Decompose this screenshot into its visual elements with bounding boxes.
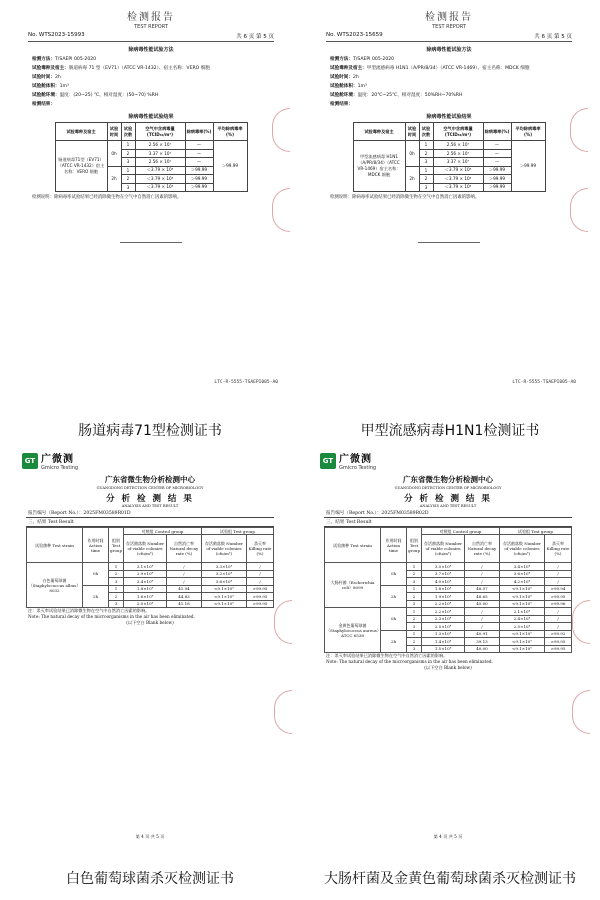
table-cell: 3.1×10⁴ (124, 563, 167, 571)
table-cell: / (545, 623, 572, 631)
table-cell: 3 (407, 600, 422, 608)
table-header-cell: 试验毒种及宿主 (353, 123, 405, 141)
note-cn: 注：杀灭率试验结果已消除微生物在空气中自然消亡因素的影响。 (326, 653, 448, 658)
table-cell: 0h (107, 141, 121, 167)
text (330, 64, 582, 73)
table-cell: >99.95 (247, 600, 274, 608)
text (330, 55, 582, 64)
table-row (27, 563, 274, 571)
table-cell: >99.96 (545, 600, 572, 608)
center-name: 广东省微生物分析检测中心 (403, 475, 493, 484)
report-title: 检测报告 (127, 12, 175, 23)
caption-staph-albus: 白色葡萄球菌杀灭检测证书 (66, 871, 234, 887)
divider (28, 41, 274, 42)
text: 试验舱环境： (32, 93, 60, 98)
table-cell: 48.57 (465, 585, 500, 593)
table-cell: — (185, 158, 213, 167)
table-header-cell: 试验时间 (405, 123, 419, 141)
table-cell: 3.7×10⁴ (422, 570, 465, 578)
text: 温度：20℃~25℃、相对湿度：50%RH~70%RH (357, 93, 463, 98)
table-header-cell: 存活菌落数 Number of viable colonies (cfu/m³) (422, 535, 465, 563)
table-cell: 1.3×10⁴ (422, 630, 465, 638)
table-cell: 0h (381, 563, 407, 586)
table-cell: 2h (381, 630, 407, 653)
table-cell: 1.5×10⁴ (422, 645, 465, 653)
seal-stamp (272, 108, 290, 152)
text: 试验时间： (330, 75, 353, 80)
table-cell: <9.1×10⁰ (499, 645, 544, 653)
text (353, 123, 545, 141)
table-cell: / (167, 563, 202, 571)
seal-stamp (570, 108, 588, 152)
table-header-cell: 存活菌落数 Number of viable colonies (cfu/m³) (124, 535, 167, 563)
table-cell: 0h (405, 141, 419, 167)
text (32, 100, 284, 109)
table-cell: / (465, 578, 500, 586)
report-title: 分 析 检 测 结 果 (404, 494, 492, 504)
result-table (353, 122, 546, 192)
table-cell: 3 (419, 183, 433, 192)
table-cell: 3.37 × 10⁷ (135, 149, 185, 158)
table-cell: ＞99.99 (483, 166, 511, 175)
divider (326, 41, 572, 42)
table-cell: 1.6×10⁴ (124, 593, 167, 601)
table-cell: 2h (107, 166, 121, 192)
text: 2h (352, 75, 359, 80)
table-cell: / (167, 578, 202, 586)
table-cell: >99.95 (545, 638, 572, 646)
text (330, 73, 582, 82)
method-info (316, 55, 582, 109)
table-cell: 2.2×10⁴ (422, 608, 465, 616)
table-header-cell: 作用时间 Action time (83, 528, 109, 563)
table-cell: 2.56 × 10⁷ (135, 158, 185, 167)
table-cell: ＞99.99 (511, 141, 545, 192)
text: 1m³ (59, 84, 69, 89)
table-cell: 2.4×10⁴ (499, 615, 544, 623)
text (27, 528, 274, 535)
table-header-cell: 平均除病毒率(%) (511, 123, 545, 141)
table-cell: 白色葡萄球菌（Staphylococcus albus）8032 (27, 563, 83, 608)
table-cell: 2h (381, 585, 407, 608)
table-cell: ＞99.99 (213, 141, 247, 192)
table-cell: 4.2×10⁴ (499, 578, 544, 586)
table-cell: 3.4×10⁴ (499, 563, 544, 571)
table-cell: 1 (407, 585, 422, 593)
table-cell: 2 (121, 149, 135, 158)
table-cell: / (465, 570, 500, 578)
text (339, 450, 376, 471)
text: 检测结果： (32, 102, 55, 107)
table-header-cell: 试验菌种 Test strain (325, 528, 381, 563)
table-cell: 1.8×10⁴ (422, 585, 465, 593)
table-cell: / (545, 608, 572, 616)
result-heading: 除病毒性能试验结果 (426, 114, 472, 120)
text: T/SAEPI 005-2020 (352, 57, 395, 62)
table-cell: ＜3.79 × 10³ (433, 175, 483, 184)
table-cell: <9.1×10⁰ (201, 585, 246, 593)
table-cell: ＞99.99 (185, 166, 213, 175)
table-cell: 1.4×10⁴ (422, 638, 465, 646)
seal-stamp (572, 690, 590, 734)
text (325, 528, 572, 535)
gmicro-logo (320, 450, 584, 471)
report-title-en: ANALYSIS AND TEST RESULT (419, 504, 477, 508)
page-number: 第 4 页 共 5 页 (433, 834, 463, 839)
result-heading: 除病毒性能试验结果 (128, 114, 174, 120)
table-cell: 45.00 (465, 600, 500, 608)
table-cell: 3.6×10⁴ (499, 570, 544, 578)
table-cell: 金黄色葡萄球菌（Staphylococcus aureus）ATCC 6538 (325, 608, 381, 653)
text: 试验舱体积： (32, 84, 60, 89)
table-cell: ＞99.99 (483, 175, 511, 184)
note-cn: 注：杀灭率试验结果已消除微生物在空气中自然消亡因素的影响。 (28, 608, 150, 613)
table-cell: — (483, 158, 511, 167)
table-cell: / (545, 563, 572, 571)
blank-below: (以下空白 Blank below) (424, 665, 472, 670)
table-header-cell: 组别 Test group (407, 528, 422, 563)
blank-below: (以下空白 Blank below) (126, 620, 174, 625)
table-cell: 3 (407, 578, 422, 586)
table-cell: 3.6×10⁴ (201, 578, 246, 586)
table-cell: >99.94 (545, 585, 572, 593)
table-cell: 2 (419, 175, 433, 184)
result-table (55, 122, 248, 192)
table-cell: 3 (407, 623, 422, 631)
text: 检测方法： (32, 57, 55, 62)
table-cell: 2.3×10⁴ (422, 615, 465, 623)
page-number: 共 6 页 第 5 页 (236, 34, 274, 40)
table-cell: / (465, 563, 500, 571)
logo-name-en: Gmicro Testing (339, 465, 377, 471)
table-cell: 3 (109, 600, 124, 608)
center-name-en: GUANGDONG DETECTION CENTER OF MICROBIOLOGY (96, 486, 204, 490)
table-cell: <9.1×10⁰ (499, 600, 544, 608)
table-cell: 2 (407, 638, 422, 646)
table-cell: ＜3.79 × 10³ (433, 166, 483, 175)
table-cell: 39.13 (465, 638, 500, 646)
text: 1m³ (357, 84, 367, 89)
table-cell: 1 (109, 563, 124, 571)
table-cell: 3.4×10⁴ (124, 578, 167, 586)
report-meta (18, 32, 284, 40)
text: 试验舱环境： (330, 93, 358, 98)
gmicro-logo (22, 450, 286, 471)
report-title: 检测报告 (425, 12, 473, 23)
table-cell: 甲型流感病毒 H1N1（A/PR/8/34）（ATCC VR-1469）宿主名称：MDCK 细胞 (353, 141, 405, 192)
text (330, 91, 582, 100)
table-cell: 1 (407, 563, 422, 571)
note-en: Note: The natural decay of the microorganisms in the air has been eliminated. (28, 614, 195, 619)
section-title: 除病毒性能试验方法 (426, 47, 472, 53)
table-cell: 2.56 × 10⁷ (433, 149, 483, 158)
report-enterovirus (18, 8, 284, 390)
report-number: No. WTS2023-15993 (28, 32, 85, 38)
table-header-cell: 杀灭率 Killing rate (%) (247, 535, 274, 563)
page-number: 第 4 页 共 5 页 (135, 834, 165, 839)
table-cell: >99.95 (545, 645, 572, 653)
table-header-cell: 组别 Test group (109, 528, 124, 563)
table-cell: 1 (407, 608, 422, 616)
table-header-cell: 作用时间 Action time (381, 528, 407, 563)
table-cell: 1.8×10⁴ (124, 585, 167, 593)
center-name-en: GUANGDONG DETECTION CENTER OF MICROBIOLOGY (394, 486, 502, 490)
text (41, 450, 78, 471)
report-title-en: ANALYSIS AND TEST RESULT (121, 504, 179, 508)
table-cell: ＞99.99 (483, 183, 511, 192)
table-cell: <9.1×10⁰ (499, 630, 544, 638)
table-cell: 大肠杆菌（Escherichia coli）8099 (325, 563, 381, 608)
result-table (26, 527, 274, 608)
table-cell: <9.1×10⁰ (499, 638, 544, 646)
table-cell: >99.95 (247, 593, 274, 601)
result-table (324, 527, 572, 653)
text: 试验舱体积： (330, 84, 358, 89)
table-header-cell: 自然消亡率 Natural decay rate (%) (167, 535, 202, 563)
table-header-cell: 试验次数 (121, 123, 135, 141)
table-cell: — (185, 141, 213, 150)
table-cell: — (185, 149, 213, 158)
text (330, 100, 582, 109)
table-cell: / (465, 615, 500, 623)
document-code: LTC-R-5555-TSAEPI005-A0 (512, 380, 576, 385)
table-cell: — (483, 149, 511, 158)
table-cell: 3.2×10⁴ (201, 570, 246, 578)
table-cell: 1 (121, 166, 135, 175)
page-number: 共 6 页 第 5 页 (534, 34, 572, 40)
method-info (18, 55, 284, 109)
signature-line (418, 242, 480, 243)
table-cell: >99.92 (545, 630, 572, 638)
seal-stamp (272, 188, 290, 232)
table-cell: 2.5×10⁴ (422, 623, 465, 631)
table-cell: / (247, 578, 274, 586)
table-cell: <9.1×10⁰ (499, 593, 544, 601)
text (55, 123, 247, 141)
table-cell: / (465, 623, 500, 631)
seal-stamp (570, 188, 588, 232)
report-number: 报告编号（Report No.）：2025FM03589R02D (326, 511, 429, 516)
table-header-cell: 空气中含病毒量(TCID₅₀/m³) (433, 123, 483, 141)
table-cell: / (545, 570, 572, 578)
table-cell: 1.9×10⁴ (422, 593, 465, 601)
table-cell: / (545, 578, 572, 586)
table-header-cell: 对照组 Control group (124, 528, 202, 535)
note-en: Note: The natural decay of the microorganisms in the air has been eliminated. (326, 659, 493, 664)
table-header-cell: 自然消亡率 Natural decay rate (%) (465, 535, 500, 563)
table-cell: >99.95 (247, 585, 274, 593)
text: 甲型流感病毒 H1N1（A/PR/8/34）（ATCC VR-1469）、宿主名称：MDCK 细胞 (366, 66, 530, 71)
table-header-cell: 对照组 Control group (422, 528, 500, 535)
table-header-cell: 试验时间 (107, 123, 121, 141)
table-cell: 3 (407, 645, 422, 653)
test-note: 检测说明：除病毒率试验结果已经消除微生物在空气中自然消亡因素的影响。 (32, 195, 182, 200)
logo-name: 广微测 (339, 454, 372, 465)
table-cell: 3.3×10⁴ (201, 563, 246, 571)
report-subtitle: TEST REPORT (134, 24, 168, 30)
table-cell: >99.95 (545, 593, 572, 601)
seal-stamp (572, 600, 590, 644)
table-header-cell: 杀灭率 Killing rate (%) (545, 535, 572, 563)
section-title: 除病毒性能试验方法 (128, 47, 174, 53)
table-cell: 0h (381, 608, 407, 631)
table-header-cell: 存活菌落数 Number of viable colonies (cfu/m³) (201, 535, 246, 563)
table-cell: ＞99.99 (185, 175, 213, 184)
text: 温度：(20~25) ℃、相对湿度：(50~70) %RH (59, 93, 159, 98)
table-cell: 3 (109, 578, 124, 586)
table-header-cell: 除病毒率(%) (483, 123, 511, 141)
logo-icon: GT (320, 453, 336, 469)
table-cell: 3.5×10⁴ (422, 563, 465, 571)
table-cell: 41.94 (167, 585, 202, 593)
table-header-cell: 空气中含病毒量(TCID₅₀/m³) (135, 123, 185, 141)
table-header-cell: 存活菌落数 Number of viable colonies (cfu/m³) (499, 535, 544, 563)
table-cell: 2 (407, 570, 422, 578)
text (32, 73, 284, 82)
logo-icon: GT (22, 453, 38, 469)
table-cell: / (167, 570, 202, 578)
table-cell: 2.1×10⁴ (499, 608, 544, 616)
table-cell: 1 (121, 141, 135, 150)
table-cell: <9.1×10⁰ (499, 585, 544, 593)
table-cell: 2.0×10⁴ (124, 600, 167, 608)
caption-enterovirus: 肠道病毒71型检测证书 (78, 423, 222, 439)
table-cell: 2.5×10⁴ (499, 623, 544, 631)
table-header-cell: 试验菌种 Test strain (27, 528, 83, 563)
table-cell: 1 (419, 141, 433, 150)
logo-name-en: Gmicro Testing (41, 465, 79, 471)
table-cell: 44.83 (167, 593, 202, 601)
caption-ecoli-staph-aureus: 大肠杆菌及金黄色葡萄球菌杀灭检测证书 (324, 871, 576, 887)
table-cell: 1 (407, 630, 422, 638)
table-row (55, 141, 247, 150)
table-cell: 3 (121, 158, 135, 167)
table-cell: 40.00 (465, 645, 500, 653)
text (32, 91, 284, 100)
text (330, 82, 582, 91)
report-ecoli-staph-aureus (312, 450, 584, 846)
table-cell: ＜3.79 × 10³ (135, 183, 185, 192)
table-cell: 肠道病毒71型（EV71）（ATCC VR-1432）宿主名称：VERO 细胞 (55, 141, 107, 192)
table-cell: 2.56 × 10⁷ (135, 141, 185, 150)
text (32, 64, 284, 73)
table-row (325, 608, 572, 616)
text: 肠道病毒 71 型（EV71）（ATCC VR-1432）、宿主名称：VERO 细胞 (68, 66, 210, 71)
table-cell: 2 (109, 593, 124, 601)
signature-line (120, 242, 182, 243)
seal-stamp (274, 690, 292, 734)
table-cell: / (545, 615, 572, 623)
table-cell: / (465, 608, 500, 616)
table-cell: — (483, 141, 511, 150)
seal-stamp (274, 600, 292, 644)
table-header-cell: 试验次数 (419, 123, 433, 141)
report-number: 报告编号（Report No.）：2025FM03589R01D (28, 511, 131, 516)
table-cell: 2h (405, 166, 419, 192)
table-cell: ＜3.79 × 10³ (135, 175, 185, 184)
text: T/SAEPI 005-2020 (54, 57, 97, 62)
table-cell: 2.2×10⁴ (422, 600, 465, 608)
table-cell: / (247, 563, 274, 571)
table-cell: 3 (419, 158, 433, 167)
table-cell: 2 (407, 593, 422, 601)
report-h1n1 (316, 8, 582, 390)
table-cell: 1 (109, 585, 124, 593)
text: 2h (54, 75, 61, 80)
table-cell: <9.1×10⁰ (201, 593, 246, 601)
document-code: LTC-R-5555-TSAEPI005-A0 (214, 380, 278, 385)
table-cell: ＞99.99 (185, 183, 213, 192)
table-cell: 3 (121, 183, 135, 192)
table-cell: ＜3.79 × 10³ (135, 166, 185, 175)
table-header-cell: 试验组 Test group (499, 528, 571, 535)
text: 检测方法： (330, 57, 353, 62)
table-cell: 2.9×10⁴ (124, 570, 167, 578)
table-cell: <9.1×10⁰ (201, 600, 246, 608)
table-cell: 2h (83, 585, 109, 608)
report-number: No. WTS2023-15659 (326, 32, 383, 38)
text (32, 82, 284, 91)
caption-h1n1: 甲型流感病毒H1N1检测证书 (360, 423, 540, 439)
test-note: 检测说明：除病毒率试验结果已经消除微生物在空气中自然消亡因素的影响。 (330, 195, 480, 200)
table-cell: 0h (83, 563, 109, 586)
table-cell: 2 (419, 149, 433, 158)
text: 检测结果： (330, 102, 353, 107)
section-title: 三、结果 Test Result (26, 517, 274, 527)
table-row (325, 563, 572, 571)
table-header-cell: 除病毒率(%) (185, 123, 213, 141)
report-meta (316, 32, 582, 40)
table-cell: ＜3.79 × 10³ (433, 183, 483, 192)
table-cell: 41.18 (167, 600, 202, 608)
table-row (353, 141, 545, 150)
text: 试验毒种及宿主： (32, 66, 69, 71)
report-subtitle: TEST REPORT (432, 24, 466, 30)
table-cell: 4.0×10⁴ (422, 578, 465, 586)
table-cell: 40.91 (465, 630, 500, 638)
table-header-cell: 平均除病毒率(%) (213, 123, 247, 141)
table-cell: 48.65 (465, 593, 500, 601)
center-name: 广东省微生物分析检测中心 (105, 475, 195, 484)
logo-name: 广微测 (41, 454, 74, 465)
text (32, 55, 284, 64)
report-title: 分 析 检 测 结 果 (106, 494, 194, 504)
table-cell: 2 (407, 615, 422, 623)
table-cell: 3.37 × 10⁷ (433, 158, 483, 167)
table-cell: 2.56 × 10⁷ (433, 141, 483, 150)
table-header-cell: 试验组 Test group (201, 528, 273, 535)
table-cell: 1 (419, 166, 433, 175)
table-header-cell: 试验毒种及宿主 (55, 123, 107, 141)
table-cell: / (247, 570, 274, 578)
section-title: 三、结果 Test Result (324, 517, 572, 527)
text: 试验毒种及宿主： (330, 66, 367, 71)
report-staph-albus (14, 450, 286, 846)
text: 试验时间： (32, 75, 55, 80)
table-cell: 2 (121, 175, 135, 184)
table-cell: 2 (109, 570, 124, 578)
